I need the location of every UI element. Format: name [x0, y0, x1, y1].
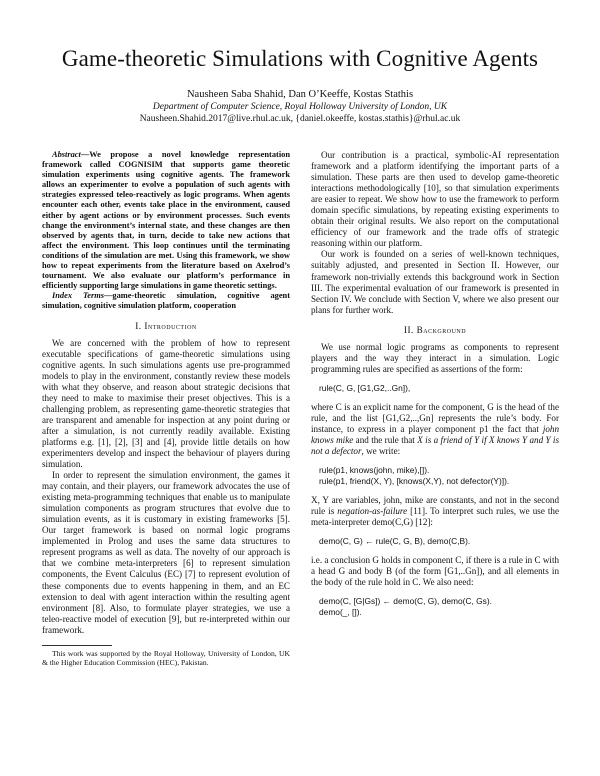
code-demo-rules [319, 596, 559, 618]
intro-paragraph-2: In order to represent the simulation environment, the games it may contain, and their players, our framework advocates the use of existing meta-programming techniques that enable us to manipulate simulation components as program structures that evolve due to simulation events, as it is customary in existing frameworks [5]. Our target framework is based on normal logic programs implemented in Prolog and uses the same data structures to represent programs as well as data. The novelty of our approach is that we combine meta-interpreters [6] to represent simulation components, the Event Calculus (EC) [7] to represent evolution of these components due to events happening in them, and an EC extension to deal with agent interaction within the resulting agent environment [8]. Also, to formulate player strategies, we use a teleo-reactive model of execution [9], but re-interpreted within our framework. [42, 470, 290, 635]
index-terms-label: Index Terms [52, 291, 105, 301]
bg-p2-part-b: and the rule that [353, 434, 418, 445]
code-line: demo(_, []). [319, 607, 362, 618]
section-heading-introduction: I. Introduction [135, 320, 197, 331]
intro-paragraph-1: We are concerned with the problem of how to represent executable specifications of game-theoretic simulations using cognitive agents. In such simulations agents use pre-programmed models to play in the environment, constantly review these models with what they observe, and reason about strategic decisions that they need to make to maximise their preset objectives. This is a challenging problem, as representing game-theoretic strategies that are transparent and amenable for inspection at any point during or after a simulation, is not currently readily available. Existing platforms e.g. [1], [2], [3] and [4], provide little details on how experimenters develop and inspect the behaviour of players during simulation. [42, 337, 290, 470]
bg-p2-emphasis-1: john knows mike [311, 423, 559, 445]
affiliation: Department of Computer Science, Royal Holloway University of London, UK [152, 102, 448, 112]
bg-p3-part-a: X, Y are variables, john, mike are constants, and not in the second rule is [311, 495, 559, 517]
bg-p2-emphasis-2: X is a friend of Y if X knows Y and Y is not a defector [311, 434, 560, 457]
code-line: demo(C, [G|Gs]) ← demo(C, G), demo(C, Gs). [319, 596, 492, 607]
right-column [311, 150, 559, 626]
code-meta-interpreter: demo(C, G) ← rule(C, G, B), demo(C,B). [319, 536, 471, 547]
background-paragraph-3 [311, 495, 559, 528]
funding-footnote: This work was supported by the Royal Holloway, University of London, UK & the Higher Education Commission (HEC), Pakistan. [42, 648, 290, 667]
code-line: rule(p1, friend(X, Y), [knows(X,Y), not defector(Y)]). [319, 476, 510, 487]
section-heading-background: II. Background [403, 324, 467, 335]
bg-p3-part-b: [11]. To interpret such rules, we use the meta-interpreter demo(C,G) [12]: [311, 506, 559, 528]
code-rule-form: rule(C, G, [G1,G2,..Gn]), [319, 382, 411, 393]
left-column [42, 150, 290, 667]
paper-title: Game-theoretic Simulations with Cognitive Agents [61, 46, 539, 71]
bg-p2-part-c: , we write: [361, 446, 401, 457]
abstract-label: Abstract [52, 150, 81, 159]
background-paragraph-2 [311, 402, 559, 457]
index-terms-text: —game-theoretic simulation, cognitive agent simulation, cognitive simulation platform, cooperation [42, 291, 290, 311]
author-emails: Nausheen.Shahid.2017@live.rhul.ac.uk, {daniel.okeeffe, kostas.stathis}@rhul.ac.uk [139, 114, 461, 124]
background-paragraph-1: We use normal logic programs as components to represent players and the way they interact in a simulation. Logic programming rules are specified as assertions of the form: [311, 341, 559, 374]
bg-p3-emphasis: negation-as-failure [337, 506, 408, 517]
code-example-rules [319, 465, 559, 487]
abstract [42, 150, 290, 291]
code-line: rule(p1, knows(john, mike),[]). [319, 465, 430, 476]
bg-p2-part-a: where C is an explicit name for the component, G is the head of the rule, and the list [G1,G2,..,Gn] represents the rule’s body. For instance, to express in a player component p1 the fact that [311, 401, 559, 434]
outline-paragraph: Our work is founded on a series of well-known techniques, suitably adjusted, and presented in Section II. However, our framework non-trivially extends this background work in Section III. The experimental evaluation of our framework is presented in Section IV. We conclude with Section V, where we also present our plans for further work. [311, 249, 559, 315]
author-list: Nausheen Saba Shahid, Dan O’Keeffe, Kostas Stathis [186, 89, 414, 100]
contribution-paragraph: Our contribution is a practical, symbolic-AI representation framework and a platform identifying the important parts of a simulation. These parts are then used to develop game-theoretic interactions methodologically [10], so that simulation experiments are easier to repeat. We show how to use the framework to perform domain specific simulations, by repeating existing experiments to obtain their original results. We also report on the computational efficiency of our framework and the trade offs of strategic reasoning within our platform. [311, 150, 559, 249]
abstract-text: —We propose a novel knowledge representation framework called COGNISIM that supports game theoretic simulation experiments using cognitive agents. The framework allows an experimenter to evolve a population of such agents with strategies expressed teleo-reactively as logic programs. When agents encounter each other, events take place in the environment, caused either by agent actions or by environment processes. Such events change the environment’s internal state, and these changes are then observed by agents that, in turn, decide to take new actions that affect the environment. This loop continues until the terminating conditions of the simulation are met. Using this framework, we show how to repeat experiments from the literature based on Axelrod’s tournament. We also evaluate our platform’s performance in efficiently supporting large simulations in game theoretic settings. [42, 150, 290, 291]
background-paragraph-4: i.e. a conclusion G holds in component C, if there is a rule in C with a head G and body B (of the form [G1,..Gn]), and all elements in the body of the rule hold in C. We also need: [311, 555, 560, 588]
footnote-divider [42, 645, 112, 646]
index-terms [42, 291, 290, 311]
